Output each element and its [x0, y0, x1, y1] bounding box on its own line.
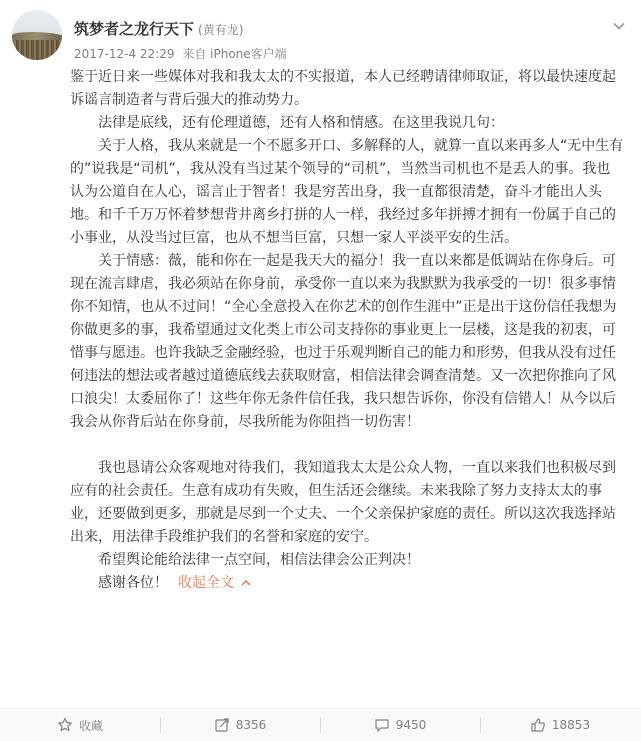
paragraph-3: 关于人格，我从来就是一个不愿多开口、多解释的人，就算一直以来再多人“无中生有的”说我是“司机”，我从没有当过某个领导的“司机”，当然当司机也不是丢人的事。我也认为公道自在人心，谣言止于智者！我是穷苦出身，我一直都很清楚，奋斗才能出人头地。和千千万万怀着梦想背井离乡打拼的人一样，我经过多年拼搏才拥有一份属于自己的小事业，从没当过巨富，也从不想当巨富，只想一家人平淡平安的生活。: [70, 138, 624, 246]
action-bar: [0, 708, 641, 741]
avatar-landscape: [12, 32, 62, 40]
comment-icon: [374, 717, 390, 733]
repost-icon: [214, 717, 230, 733]
user-line: [74, 18, 243, 38]
username-link[interactable]: 筑梦者之龙行天下: [74, 20, 195, 38]
paragraph-1: 鉴于近日来一些媒体对我和我太太的不实报道，本人已经聘请律师取证，将以最快速度起诉谣言制造者与背后强大的推动势力。: [70, 69, 616, 108]
post-meta: [74, 45, 291, 62]
like-icon: [530, 717, 546, 733]
avatar-grass: [12, 40, 62, 60]
favorite-label: 收藏: [78, 718, 103, 733]
post-content: [70, 66, 624, 595]
closing-text: 感谢各位！: [98, 575, 168, 591]
real-name: (黄有龙): [198, 23, 244, 37]
collapse-button[interactable]: [178, 575, 252, 591]
post-source: 来自 iPhone客户端: [182, 47, 287, 61]
like-button[interactable]: [480, 709, 640, 741]
favorite-button[interactable]: [0, 709, 160, 741]
avatar[interactable]: [12, 10, 62, 60]
repost-button[interactable]: [160, 709, 320, 741]
post-time[interactable]: 2017-12-4 22:29: [74, 47, 175, 61]
post-header: [0, 0, 641, 70]
paragraph-4: 关于情感：薇，能和你在一起是我天大的福分！我一直以来都是低调站在你身后。可现在流言肆虐，我必须站在你身前，承受你一直以来为我默默为我承受的一切！很多事情你不知情，也从不过问！“全心全意投入在你艺术的创作生涯中”正是出于这份信任我想为你做更多的事，我希望通过文化类上市公司支持你的事业更上一层楼，这是我的初衷，可惜事与愿违。也许我缺乏金融经验，也过于乐观判断自己的能力和形势，但我从没有过任何违法的想法或者越过道德底线去获取财富，相信法律会调查清楚。又一次把你推向了风口浪尖！太委屈你了！这些年你无条件信任我，我只想告诉你，你没有信错人！从今以后我会从你背后站在你身前，尽我所能为你阻挡一切伤害！: [70, 253, 617, 430]
collapse-label[interactable]: 收起全文: [178, 575, 234, 591]
paragraph-6: 希望舆论能给法律一点空间，相信法律会公正判决！: [98, 552, 420, 568]
comment-count: 9450: [395, 718, 427, 732]
paragraph-7: [70, 572, 624, 595]
paragraph-2: 法律是底线，还有伦理道德，还有人格和情感。在这里我说几句：: [98, 115, 504, 131]
like-count: 18853: [551, 718, 591, 732]
paragraph-5: 我也恳请公众客观地对待我们，我知道我太太是公众人物，一直以来我们也积极尽到应有的社会责任。生意有成功有失败，但生活还会继续。未来我除了努力支持太太的事业，还要做到更多，那就是尽到一个丈夫、一个父亲保护家庭的责任。所以这次我选择站出来，用法律手段维护我们的名誉和家庭的安宁。: [70, 460, 616, 545]
chevron-up-icon[interactable]: [240, 577, 252, 589]
star-icon: [57, 717, 73, 733]
chevron-down-icon[interactable]: [611, 18, 627, 34]
comment-button[interactable]: [320, 709, 480, 741]
repost-count: 8356: [235, 718, 267, 732]
